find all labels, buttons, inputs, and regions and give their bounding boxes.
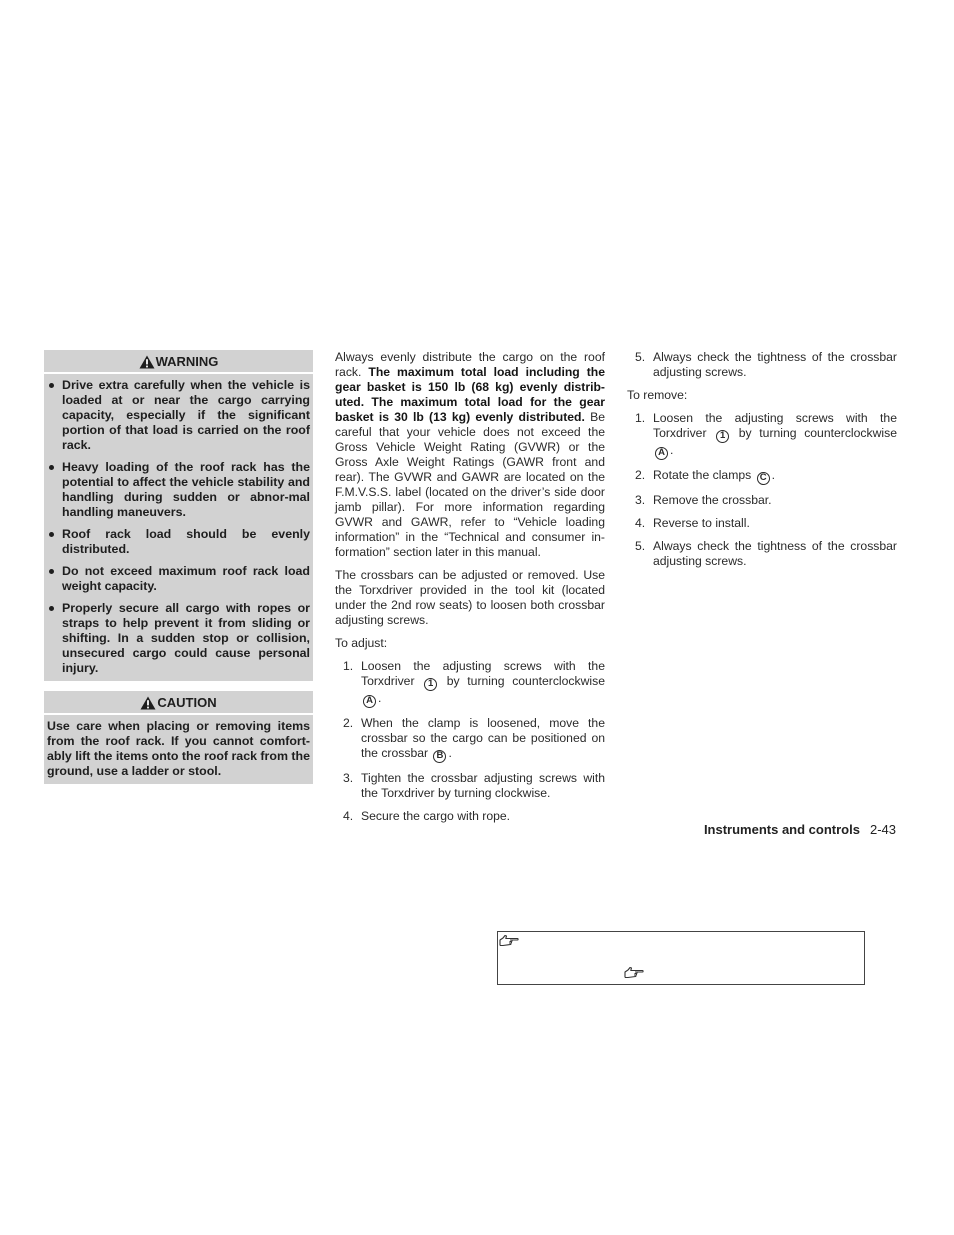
adjust-heading: To adjust:	[335, 636, 388, 650]
caution-box	[44, 691, 313, 784]
warning-title: WARNING	[155, 354, 219, 369]
reference-box	[497, 931, 865, 985]
adjust-steps-continued	[627, 350, 897, 380]
bullet-icon	[49, 606, 54, 611]
warning-item: Properly secure all cargo with ropes or straps to help prevent it from sliding or shifting. In a sudden stop or collision, unsecured cargo could cause personal injury.	[47, 601, 310, 676]
bullet-icon	[49, 465, 54, 470]
pointing-hand-icon	[499, 934, 519, 952]
warning-list	[47, 378, 310, 676]
remove-step: 2. Rotate the clamps C .	[635, 468, 776, 483]
section-title: Instruments and controls	[703, 822, 860, 837]
adjust-step: 4. Secure the cargo with rope.	[343, 809, 511, 823]
callout-a-icon: A	[363, 695, 376, 708]
warning-triangle-icon	[139, 355, 155, 369]
remove-step: 5. Always check the tightness of the crossbar adjusting screws.	[635, 539, 897, 568]
remove-step: 4. Reverse to install.	[635, 516, 750, 530]
crossbar-paragraph: The crossbars can be adjusted or removed. Use the Torxdriver provided in the tool kit (located under the 2nd row seats) to loosen both crossbar adjusting screws.	[335, 568, 605, 627]
adjust-steps	[335, 659, 605, 824]
warning-item: Drive extra carefully when the vehicle is loaded at or near the cargo carrying capacity, especially if the significant portion of that load is carried on the roof rack.	[47, 378, 310, 453]
bullet-icon	[49, 569, 54, 574]
middle-column	[335, 350, 605, 832]
bullet-icon	[49, 532, 54, 537]
pointing-hand-icon	[624, 966, 644, 984]
caution-text: Use care when placing or removing items from the roof rack. If you cannot comfort-ably lift the items onto the roof rack from the ground, use a ladder or stool.	[47, 719, 310, 778]
callout-c-icon: C	[757, 472, 770, 485]
remove-step: 1. Loosen the adjusting screws with the Torxdriver 1 by turning counterclockwise A .	[635, 411, 897, 458]
remove-steps	[627, 411, 897, 569]
remove-heading: To remove:	[627, 388, 688, 402]
callout-1-icon: 1	[424, 678, 437, 691]
warning-item: Roof rack load should be evenly distributed.	[47, 527, 310, 557]
adjust-step: 2. When the clamp is loosened, move the crossbar so the cargo can be positioned on the crossbar B .	[343, 716, 605, 761]
warning-header	[44, 350, 313, 372]
right-column	[627, 350, 897, 577]
left-column	[44, 350, 313, 794]
page-number: 2-43	[869, 822, 896, 837]
adjust-step: 3. Tighten the crossbar adjusting screws with the Torxdriver by turning clockwise.	[343, 771, 605, 800]
load-paragraph: Always evenly distribute the cargo on the roof rack. The maximum total load including the gear basket is 150 lb (68 kg) evenly distrib-uted. The maximum total load for the gear basket is 30 lb (13 kg) evenly distributed. Be careful that your vehicle does not exceed the Gross Vehicle Weight Rating (GVWR) or the Gross Axle Weight Ratings (GAWR front and rear). The GVWR and GAWR are located on the F.M.V.S.S. label (located on the driver’s side door jamb pillar). For more information regarding GVWR and GAWR, refer to “Vehicle loading information” in the “Technical and consumer in-formation” section later in this manual.	[335, 350, 605, 559]
adjust-step: 5. Always check the tightness of the crossbar adjusting screws.	[635, 350, 897, 379]
warning-triangle-icon	[140, 696, 156, 710]
caution-header	[44, 691, 313, 713]
warning-item: Do not exceed maximum roof rack load weight capacity.	[47, 564, 310, 594]
callout-b-icon: B	[433, 750, 446, 763]
callout-a-icon: A	[655, 447, 668, 460]
adjust-step: 1. Loosen the adjusting screws with the Torxdriver 1 by turning counterclockwise A .	[343, 659, 605, 706]
warning-box	[44, 350, 313, 681]
remove-step: 3. Remove the crossbar.	[635, 493, 772, 507]
caution-title: CAUTION	[157, 695, 217, 710]
bullet-icon	[49, 383, 54, 388]
page-footer	[704, 822, 896, 837]
callout-1-icon: 1	[716, 430, 729, 443]
warning-item: Heavy loading of the roof rack has the potential to affect the vehicle stability and handling during sudden or abnor-mal handling maneuvers.	[47, 460, 310, 520]
